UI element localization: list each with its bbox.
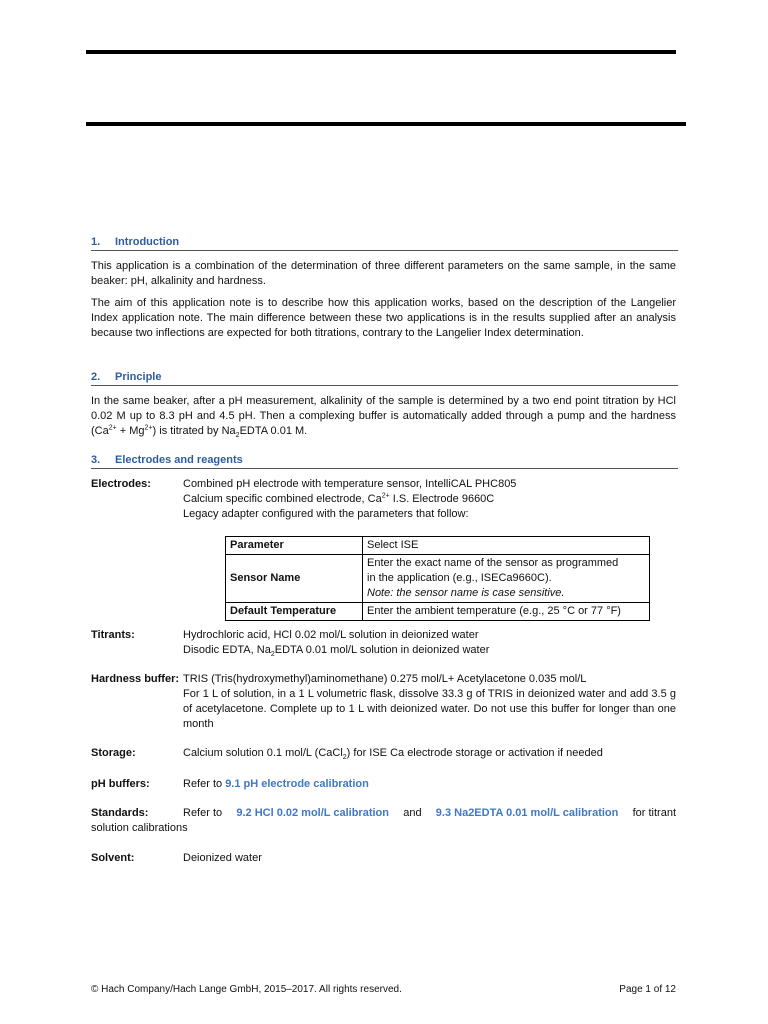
hardness-buffer-line: TRIS (Tris(hydroxymethyl)aminomethane) 0.275 mol/L+ Acetylacetone 0.035 mol/L — [183, 673, 587, 685]
electrode-text: I.S. Electrode 9660C — [389, 493, 495, 505]
hardness-buffer-body: For 1 L of solution, in a 1 L volumetric flask, dissolve 33.3 g of TRIS in deionized water and add 3.5 g of acetylacetone. Complete up to 1 L with deionized water. Do not use this buffer for longer than one month — [183, 688, 676, 730]
superscript: 2+ — [144, 424, 153, 432]
solvent-text: Deionized water — [183, 852, 262, 864]
titrant-text: EDTA 0.01 mol/L solution in deionized water — [274, 644, 490, 656]
intro-paragraph-1: This application is a combination of the determination of three different parameters on the same sample, in the same beaker: pH, alkalinity and hardness. — [91, 260, 676, 287]
top-rule — [86, 50, 676, 54]
hcl-calibration-link[interactable]: 9.2 HCl 0.02 mol/L calibration — [236, 807, 389, 819]
standards-label: Standards: — [91, 807, 149, 819]
principle-text: In the same beaker, after a pH measurement, alkalinity of the sample is determined by a two end point titration by HCl 0.02 M up to 8.3 pH and 4.5 pH. Then a complexing buffer is automatically added through a pump and the hardness (Ca — [91, 395, 676, 437]
titrants-label: Titrants: — [91, 629, 135, 641]
parameter-name-cell: Default Temperature — [226, 603, 363, 621]
footer-copyright: © Hach Company/Hach Lange GmbH, 2015–2017. All rights reserved. — [91, 984, 402, 995]
section-heading-introduction — [91, 236, 678, 251]
ph-calibration-link[interactable]: 9.1 pH electrode calibration — [225, 778, 369, 790]
principle-text: EDTA 0.01 M. — [239, 425, 308, 437]
standards-line-1 — [183, 806, 676, 821]
ph-buffers-text — [183, 777, 369, 792]
parameter-value-cell — [363, 555, 650, 603]
na2edta-calibration-link[interactable]: 9.3 Na2EDTA 0.01 mol/L calibration — [435, 807, 619, 819]
subscript: 2 — [342, 754, 347, 762]
titrant-line: Hydrochloric acid, HCl 0.02 mol/L solution in deionized water — [183, 629, 479, 641]
standards-text-part: and — [403, 807, 422, 819]
subscript: 2 — [270, 651, 275, 659]
storage-text — [183, 746, 603, 761]
solvent-label: Solvent: — [91, 852, 135, 864]
electrode-line: Combined pH electrode with temperature sensor, IntelliCAL PHC805 — [183, 478, 517, 490]
parameter-value-line: Enter the exact name of the sensor as programmed — [367, 557, 619, 569]
footer-page-number: Page 1 of 12 — [619, 984, 676, 995]
storage-text-part: Calcium solution 0.1 mol/L (CaCl — [183, 747, 343, 759]
subscript: 2 — [235, 432, 240, 440]
standards-line-2: solution calibrations — [91, 822, 188, 834]
electrode-line — [183, 492, 516, 507]
superscript: 2+ — [381, 492, 390, 500]
parameter-value-line: in the application (e.g., ISECa9660C). — [367, 572, 552, 584]
parameter-note: Note: the sensor name is case sensitive. — [367, 587, 565, 599]
table-row — [226, 603, 650, 621]
principle-text: + Mg — [116, 425, 145, 437]
standards-text-part: Refer to — [183, 807, 223, 819]
section-title: Electrodes and reagents — [115, 454, 243, 466]
storage-text-part: ) for ISE Ca electrode storage or activation if needed — [346, 747, 603, 759]
electrode-text: Calcium specific combined electrode, Ca — [183, 493, 382, 505]
titrant-line — [183, 643, 489, 658]
table-row — [226, 555, 650, 603]
storage-label: Storage: — [91, 747, 136, 759]
intro-paragraph-2: The aim of this application note is to describe how this application works, based on the description of the Langelier Index application note. The main difference between these two applications is in the results supplied after an analysis because two inflections are expected for both titrations, contrary to the Langelier Index determination. — [91, 297, 676, 339]
section-number: 3. — [91, 454, 101, 466]
parameter-name-cell: Sensor Name — [226, 555, 363, 603]
superscript: 2+ — [108, 424, 117, 432]
parameter-table — [225, 536, 650, 621]
section-number: 2. — [91, 371, 101, 383]
section-number: 1. — [91, 236, 101, 248]
electrodes-list — [183, 477, 516, 522]
electrode-line: Legacy adapter configured with the parameters that follow: — [183, 508, 469, 520]
table-header-cell: Parameter — [226, 537, 363, 555]
title-rule — [86, 122, 686, 126]
table-header-row — [226, 537, 650, 555]
section-title: Introduction — [115, 236, 180, 248]
section-heading-principle — [91, 371, 678, 386]
electrodes-label: Electrodes: — [91, 478, 151, 490]
table-header-cell: Select ISE — [363, 537, 650, 555]
section-heading-electrodes-reagents — [91, 454, 678, 469]
hardness-buffer-label: Hardness buffer: — [91, 673, 180, 685]
titrant-text: Disodic EDTA, Na — [183, 644, 271, 656]
ph-buffers-text-part: Refer to — [183, 778, 226, 790]
principle-text: ) is titrated by Na — [152, 425, 236, 437]
section-title: Principle — [115, 371, 162, 383]
parameter-value-cell: Enter the ambient temperature (e.g., 25 °C or 77 °F) — [363, 603, 650, 621]
ph-buffers-label: pH buffers: — [91, 778, 150, 790]
titrants-list — [183, 628, 489, 658]
principle-paragraph — [91, 394, 676, 439]
standards-text-part: for titrant — [632, 807, 676, 819]
